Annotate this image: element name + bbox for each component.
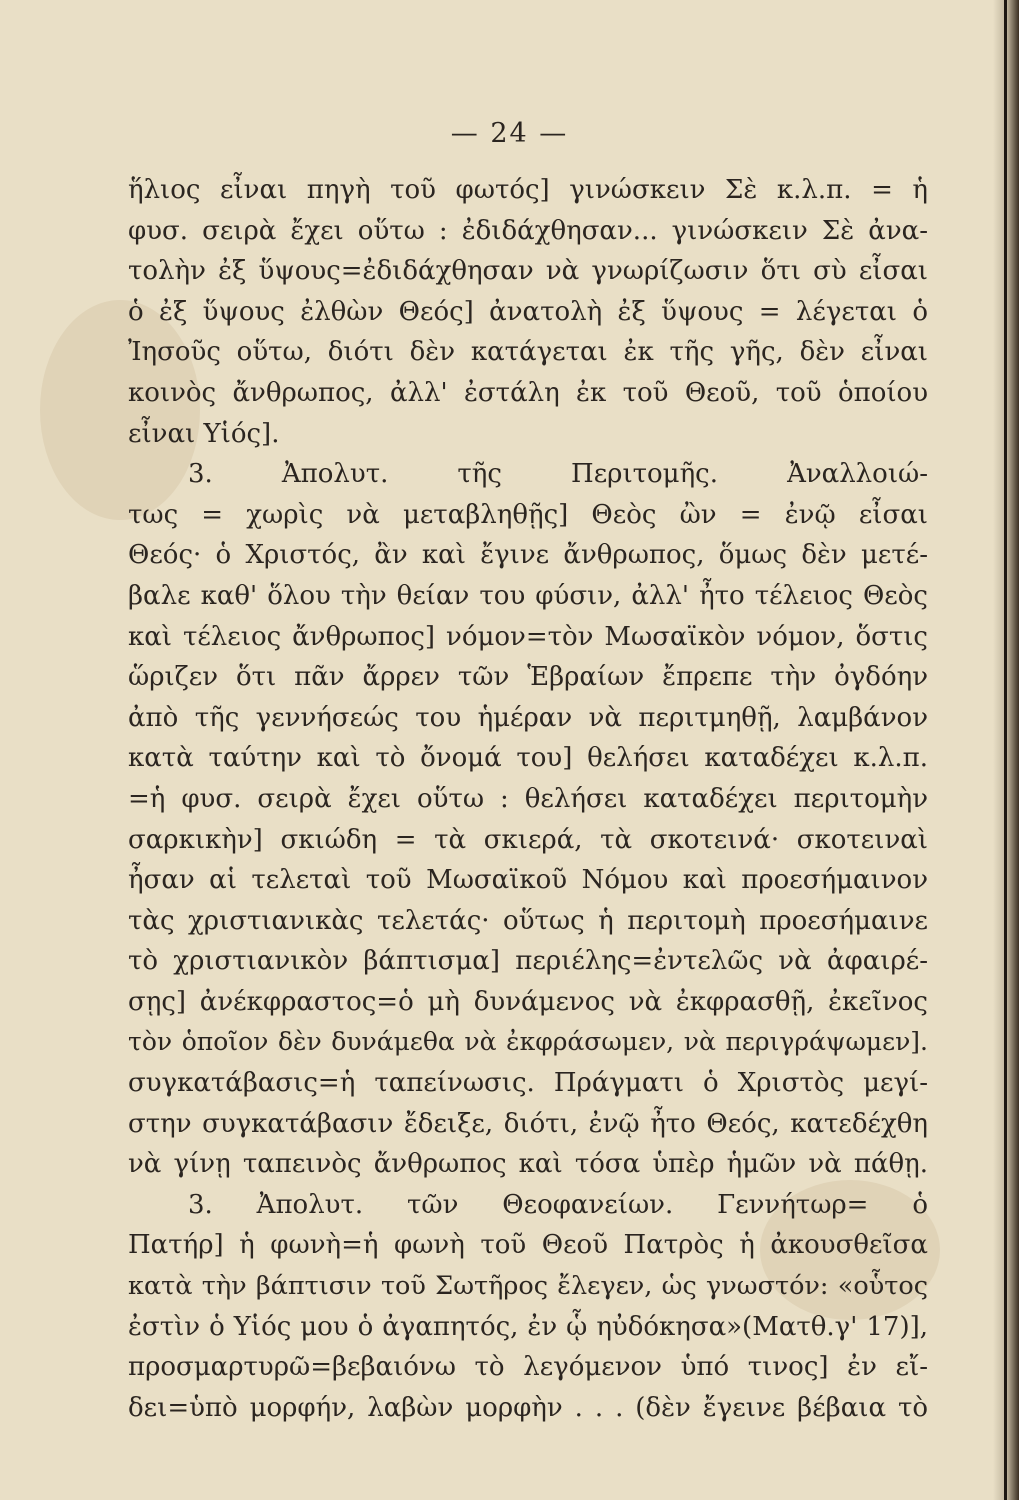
text-line: κατὰ ταύτην καὶ τὸ ὄνομά του] θελήσει καταδέχει κ.λ.π. xyxy=(128,743,928,774)
page-edge xyxy=(1004,0,1007,1500)
text-line: καὶ τέλειος ἄνθρωπος] νόμον=τὸν Μωσαϊκὸν νόμον, ὅστις xyxy=(128,621,928,652)
text-line: =ἡ φυσ. σειρὰ ἔχει οὕτω : θελήσει καταδέχει περιτομὴν xyxy=(128,783,928,814)
text-line: ἀπὸ τῆς γεννήσεώς του ἡμέραν νὰ περιτμηθῇ, λαμβάνον xyxy=(128,702,928,733)
text-line: κατὰ τὴν βάπτισιν τοῦ Σωτῆρος ἔλεγεν, ὡς γνωστόν: «οὗτος xyxy=(128,1271,928,1302)
text-line: τὸν ὁποῖον δὲν δυνάμεθα νὰ ἐκφράσωμεν, νὰ περιγράψωμεν]. xyxy=(128,1027,928,1057)
section-heading-line: 3. Ἀπολυτ. τῆς Περιτομῆς. Ἀναλλοιώ- xyxy=(188,459,928,490)
text-line: Θεός· ὁ Χριστός, ἂν καὶ ἔγινε ἄνθρωπος, ὅμως δὲν μετέ- xyxy=(128,540,928,571)
text-line: ὁ ἐξ ὕψους ἐλθὼν Θεός] ἀνατολὴ ἐξ ὕψους = λέγεται ὁ xyxy=(128,296,928,327)
section-heading-line: 3. Ἀπολυτ. τῶν Θεοφανείων. Γεννήτωρ= ὁ xyxy=(188,1189,928,1220)
body-text xyxy=(128,170,928,1428)
text-line: φυσ. σειρὰ ἔχει οὕτω : ἐδιδάχθησαν... γινώσκειν Σὲ ἀνα- xyxy=(128,215,928,246)
text-line: εἶναι Υἱός]. xyxy=(128,418,280,449)
text-line: ἦσαν αἱ τελεταὶ τοῦ Μωσαϊκοῦ Νόμου καὶ προεσήμαινον xyxy=(128,865,928,896)
text-line: βαλε καθ' ὅλου τὴν θείαν του φύσιν, ἀλλ' ἦτο τέλειος Θεὸς xyxy=(128,580,928,611)
text-line: νὰ γίνῃ ταπεινὸς ἄνθρωπος καὶ τόσα ὑπὲρ ἡμῶν νὰ πάθῃ. xyxy=(128,1149,928,1180)
text-line: συγκατάβασις=ἡ ταπείνωσις. Πράγματι ὁ Χριστὸς μεγί- xyxy=(128,1068,928,1099)
text-line: κοινὸς ἄνθρωπος, ἀλλ' ἐστάλη ἐκ τοῦ Θεοῦ, τοῦ ὁποίου xyxy=(128,377,928,408)
text-line: τὸ χριστιανικὸν βάπτισμα] περιέλης=ἐντελῶς νὰ ἀφαιρέ- xyxy=(128,946,928,977)
text-line: Ἰησοῦς οὕτω, διότι δὲν κατάγεται ἐκ τῆς γῆς, δὲν εἶναι xyxy=(128,337,928,368)
text-line: προσμαρτυρῶ=βεβαιόνω τὸ λεγόμενον ὑπό τινος] ἐν εἴ- xyxy=(128,1352,928,1383)
text-line: τολὴν ἐξ ὕψους=ἐδιδάχθησαν νὰ γνωρίζωσιν ὅτι σὺ εἶσαι xyxy=(128,256,928,287)
text-line: Πατήρ] ἡ φωνὴ=ἡ φωνὴ τοῦ Θεοῦ Πατρὸς ἡ ἀκουσθεῖσα xyxy=(128,1230,928,1261)
text-line: στην συγκατάβασιν ἔδειξε, διότι, ἐνῷ ἦτο Θεός, κατεδέχθη xyxy=(128,1108,928,1139)
text-line: τως = χωρὶς νὰ μεταβληθῇς] Θεὸς ὢν = ἐνῷ εἶσαι xyxy=(128,499,928,530)
text-line: ἥλιος εἶναι πηγὴ τοῦ φωτός] γινώσκειν Σὲ κ.λ.π. = ἡ xyxy=(128,175,928,205)
text-line: τὰς χριστιανικὰς τελετάς· οὕτως ἡ περιτομὴ προεσήμαινε xyxy=(128,905,928,936)
text-line: ἐστὶν ὁ Υἱός μου ὁ ἀγαπητός, ἐν ᾧ ηὐδόκησα»(Ματθ.γ' 17)], xyxy=(128,1311,928,1342)
text-line: σῃς] ἀνέκφραστος=ὁ μὴ δυνάμενος νὰ ἐκφρασθῇ, ἐκεῖνος xyxy=(128,986,928,1017)
text-line: σαρκικὴν] σκιώδη = τὰ σκιερά, τὰ σκοτεινά· σκοτειναὶ xyxy=(128,824,928,855)
page-number: — 24 — xyxy=(450,118,569,149)
text-line: δει=ὑπὸ μορφήν, λαβὼν μορφὴν . . . (δὲν ἔγεινε βέβαια τὸ xyxy=(128,1392,928,1423)
text-line: ὥριζεν ὅτι πᾶν ἄρρεν τῶν Ἑβραίων ἔπρεπε τὴν ὀγδόην xyxy=(128,662,928,693)
